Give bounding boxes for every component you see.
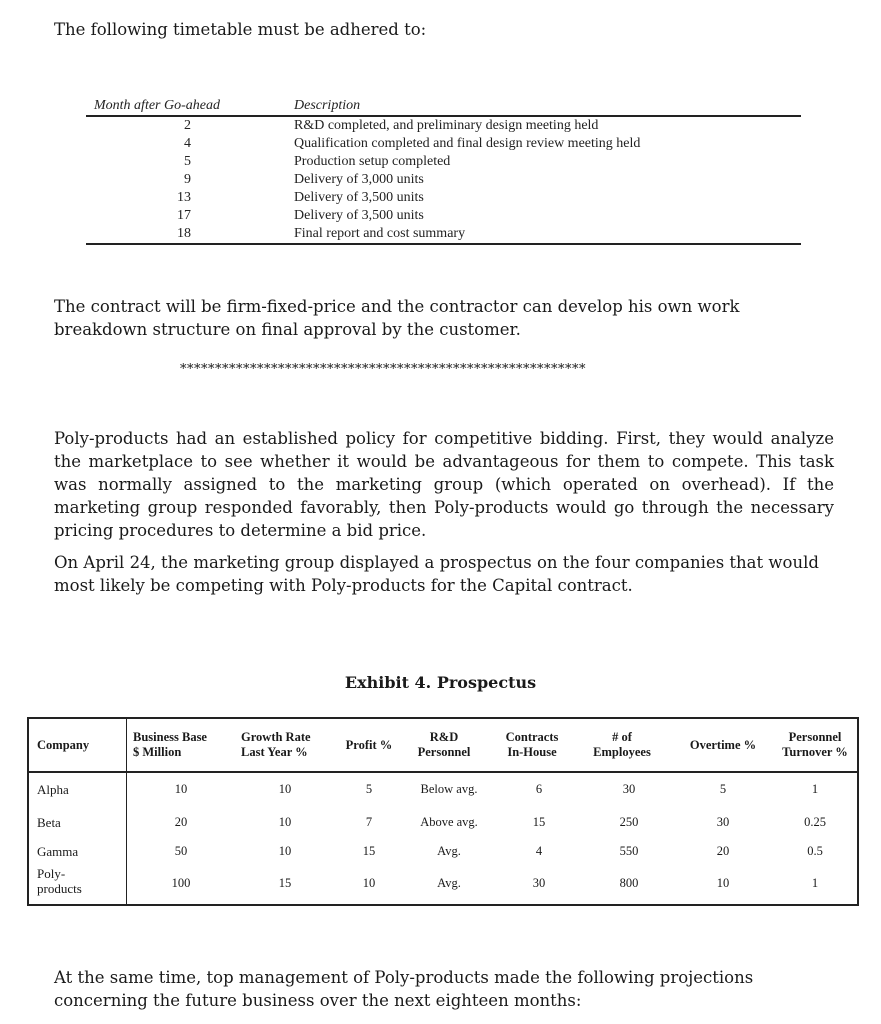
- company-cell: Gamma: [37, 844, 79, 859]
- month-cell: 5: [184, 154, 191, 169]
- growth-cell: 10: [278, 844, 292, 858]
- month-cell: 4: [184, 136, 191, 151]
- employees-cell: 30: [622, 782, 636, 796]
- table-row: [86, 225, 801, 244]
- header-overtime: Overtime %: [689, 738, 757, 752]
- turnover-cell: 0.5: [807, 844, 823, 858]
- employees-cell: 550: [619, 844, 639, 858]
- overtime-cell: 30: [716, 815, 730, 829]
- projections-paragraph: At the same time, top management of Poly-products made the following projections concerning the future business over the next eighteen months:: [54, 968, 754, 1010]
- table-row: [86, 153, 801, 171]
- profit-cell: 5: [365, 782, 373, 796]
- turnover-cell: 0.25: [804, 815, 826, 829]
- description-cell: Delivery of 3,500 units: [294, 208, 424, 223]
- timetable-header-month: Month after Go-ahead: [86, 97, 294, 116]
- bidding-policy-paragraph: Poly-products had an established policy for competitive bidding. First, they would analyze the marketplace to see whether it would be advantageous for them to compete. This task was normally assigned to the marketing group (which operated on overhead). If the marketing group responded favorably, then Poly-products would go through the necessary pricing procedures to determine a bid price.: [54, 429, 834, 540]
- description-cell: Final report and cost summary: [294, 225, 801, 244]
- month-cell: 17: [177, 208, 191, 223]
- header-rnd-personnel: R&D Personnel: [417, 730, 471, 759]
- company-cell: Poly- products: [37, 866, 82, 896]
- growth-cell: 10: [278, 815, 292, 829]
- overtime-cell: 5: [719, 782, 727, 796]
- profit-cell: 7: [365, 815, 373, 829]
- header-profit: Profit %: [345, 738, 393, 752]
- table-row: [86, 207, 801, 225]
- company-cell: Beta: [37, 815, 61, 830]
- prospectus-table: [27, 717, 859, 906]
- column-divider: [126, 719, 127, 904]
- description-cell: R&D completed, and preliminary design meeting held: [294, 118, 599, 133]
- contracts-cell: 4: [535, 844, 543, 858]
- header-turnover: Personnel Turnover %: [782, 730, 848, 759]
- rnd-cell: Above avg.: [420, 815, 478, 829]
- table-row: [86, 171, 801, 189]
- employees-cell: 800: [619, 876, 639, 890]
- month-cell: 18: [86, 225, 294, 244]
- contracts-cell: 15: [532, 815, 546, 829]
- header-employees: # of Employees: [593, 730, 651, 759]
- description-cell: Qualification completed and final design review meeting held: [294, 136, 641, 151]
- rnd-cell: Below avg.: [420, 782, 478, 796]
- contract-paragraph: The contract will be firm-fixed-price and the contractor can develop his own work breakdown structure on final approval by the customer.: [54, 297, 740, 339]
- description-cell: Delivery of 3,500 units: [294, 190, 424, 205]
- intro-text: The following timetable must be adhered to:: [54, 20, 427, 39]
- separator: **********************************************************: [180, 362, 586, 377]
- header-growth-rate: Growth Rate Last Year %: [241, 730, 311, 759]
- profit-cell: 10: [362, 876, 376, 890]
- contracts-cell: 6: [535, 782, 543, 796]
- header-divider: [29, 771, 857, 773]
- timetable: [86, 97, 801, 245]
- overtime-cell: 20: [716, 844, 730, 858]
- rnd-cell: Avg.: [437, 844, 461, 858]
- table-row: [86, 116, 801, 135]
- base-cell: 20: [174, 815, 188, 829]
- employees-cell: 250: [619, 815, 639, 829]
- base-cell: 100: [171, 876, 191, 890]
- header-contracts: Contracts In-House: [505, 730, 559, 759]
- timetable-header-description: Description: [294, 97, 801, 116]
- header-business-base: Business Base $ Million: [133, 730, 207, 759]
- base-cell: 10: [174, 782, 188, 796]
- company-cell: Alpha: [37, 782, 69, 797]
- description-cell: Delivery of 3,000 units: [294, 172, 424, 187]
- overtime-cell: 10: [716, 876, 730, 890]
- base-cell: 50: [174, 844, 188, 858]
- month-cell: 13: [177, 190, 191, 205]
- table-row: [86, 135, 801, 153]
- turnover-cell: 1: [811, 876, 819, 890]
- growth-cell: 10: [278, 782, 292, 796]
- turnover-cell: 1: [811, 782, 819, 796]
- header-company: Company: [37, 738, 90, 752]
- month-cell: 2: [184, 118, 191, 133]
- profit-cell: 15: [362, 844, 376, 858]
- month-cell: 9: [184, 172, 191, 187]
- description-cell: Production setup completed: [294, 154, 451, 169]
- prospectus-paragraph: On April 24, the marketing group displayed a prospectus on the four companies that would most likely be competing with Poly-products for the Capital contract.: [54, 553, 819, 595]
- table-row: [86, 189, 801, 207]
- rnd-cell: Avg.: [437, 876, 461, 890]
- contracts-cell: 30: [532, 876, 546, 890]
- exhibit-title: Exhibit 4. Prospectus: [344, 673, 537, 692]
- growth-cell: 15: [278, 876, 292, 890]
